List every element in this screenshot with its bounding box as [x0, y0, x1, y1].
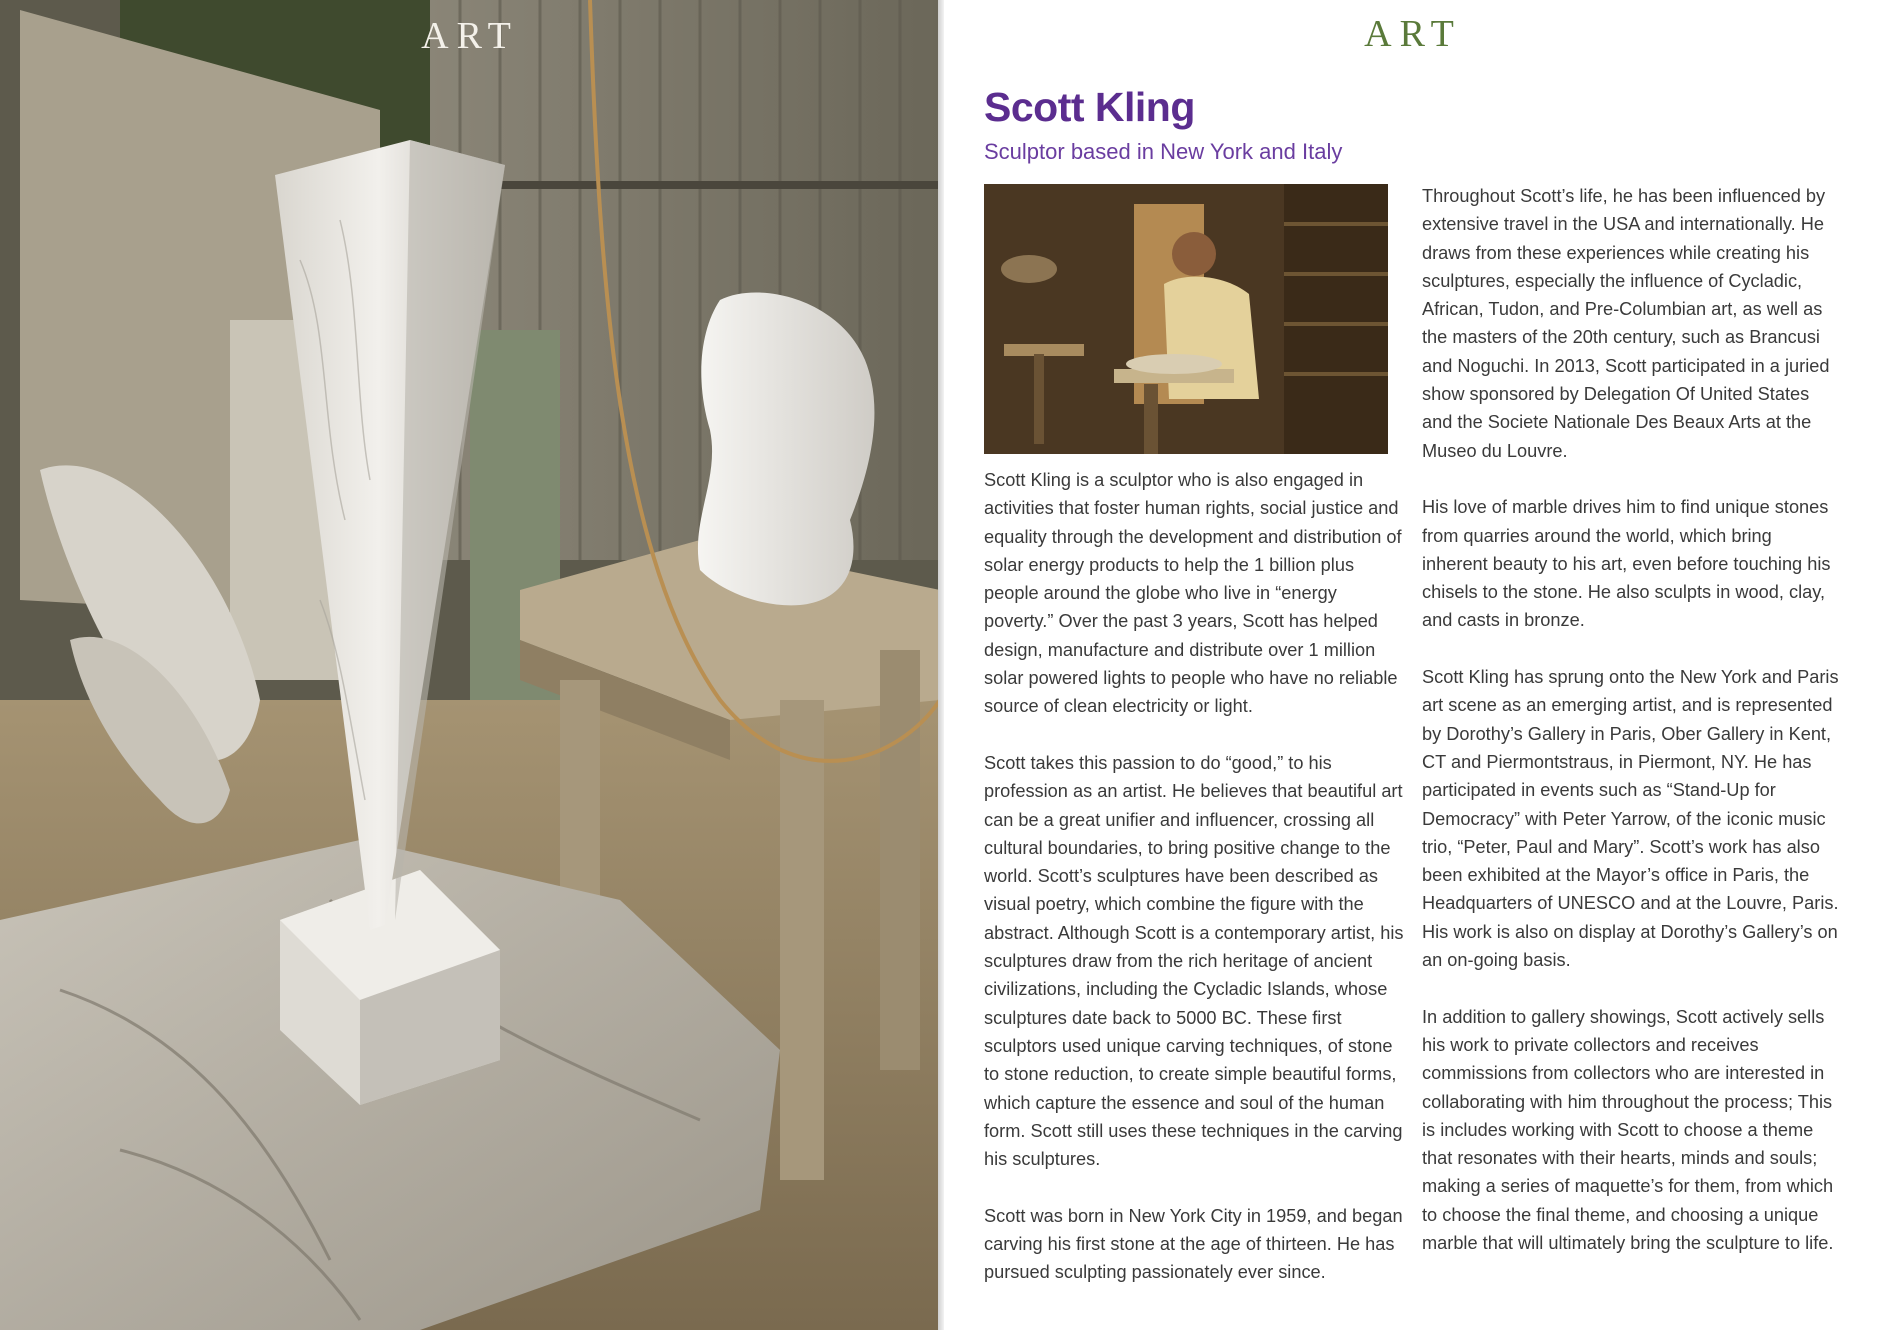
article-title: Scott Kling [984, 84, 1195, 130]
paragraph: Scott Kling is a sculptor who is also engaged in activities that foster human rights, social justice and equality through the development and distribution of solar energy products to help the 1 billion plus people around the globe who live in “energy poverty.” Over the past 3 years, Scott has helped design, manufacture and distribute over 1 million solar powered lights to people who have no reliable source of clean electricity or light. [984, 470, 1402, 717]
paragraph: Scott was born in New York City in 1959, and began carving his first stone at the age of thirteen. He has pursued sculpting passionately ever since. [984, 1205, 1403, 1283]
paragraph: His love of marble drives him to find unique stones from quarries around the world, which bring inherent beauty to his art, even before touching his chisels to the stone. He also sculpts in wood, clay, and casts in bronze. [1422, 497, 1831, 631]
right-page-article [944, 0, 1882, 1330]
paragraph: Scott Kling has sprung onto the New York and Paris art scene as an emerging artist, and is represented by Dorothy’s Gallery in Paris, Ober Gallery in Kent, CT and Piermontstraus, in Piermont, NY. He has participated in events such as “Stand-Up for Democracy” with Peter Yarrow, of the iconic music trio, “Peter, Paul and Mary”. Scott’s work has also been exhibited at the Mayor’s office in Paris, the Headquarters of UNESCO and at the Louvre, Paris. His work is also on display at Dorothy’s Gallery’s on an on-going basis. [1422, 667, 1839, 971]
article-column-right [1422, 182, 1842, 1286]
article-subtitle: Sculptor based in New York and Italy [984, 139, 1343, 164]
paragraph: Scott takes this passion to do “good,” to his profession as an artist. He believes that beautiful art can be a great unifier and influencer, crossing all cultural boundaries, to bring positive change to the world. Scott’s sculptures have been described as visual poetry, which combine the figure with the abstract. Although Scott is a contemporary artist, his sculptures draw from the rich heritage of ancient civilizations, including the Cycladic Islands, whose sculptures date back to 5000 BC. These first sculptors used unique carving techniques, of stone to stone reduction, to create simple beautiful forms, which capture the essence and soul of the human form. Scott still uses these techniques in the carving his sculptures. [984, 752, 1404, 1170]
right-page-header: ART [1364, 13, 1462, 55]
workshop-photo [984, 184, 1388, 454]
sculptor-in-workshop-image [984, 184, 1388, 454]
paragraph: In addition to gallery showings, Scott actively sells his work to private collectors and receives commissions from collectors who are interested in collaborating with him throughout the process; This is includes working with Scott to choose a theme that resonates with their hearts, minds and souls; making a series of maquette’s for them, from which to choose the final theme, and choosing a unique marble that will ultimately bring the sculpture to life. [1422, 1006, 1834, 1253]
left-page-photo [0, 0, 940, 1330]
left-page-header: ART [421, 15, 519, 57]
article-column-left [984, 466, 1404, 1315]
paragraph: Throughout Scott’s life, he has been influenced by extensive travel in the USA and internationally. He draws from these experiences while creating his sculptures, especially the influence of Cycladic, African, Tudon, and Pre-Columbian art, as well as the masters of the 20th century, such as Brancusi and Noguchi. In 2013, Scott participated in a juried show sponsored by Delegation Of United States and the Societe Nationale Des Beaux Arts at the Museo du Louvre. [1422, 186, 1830, 461]
sculpture-photo [0, 0, 940, 1330]
